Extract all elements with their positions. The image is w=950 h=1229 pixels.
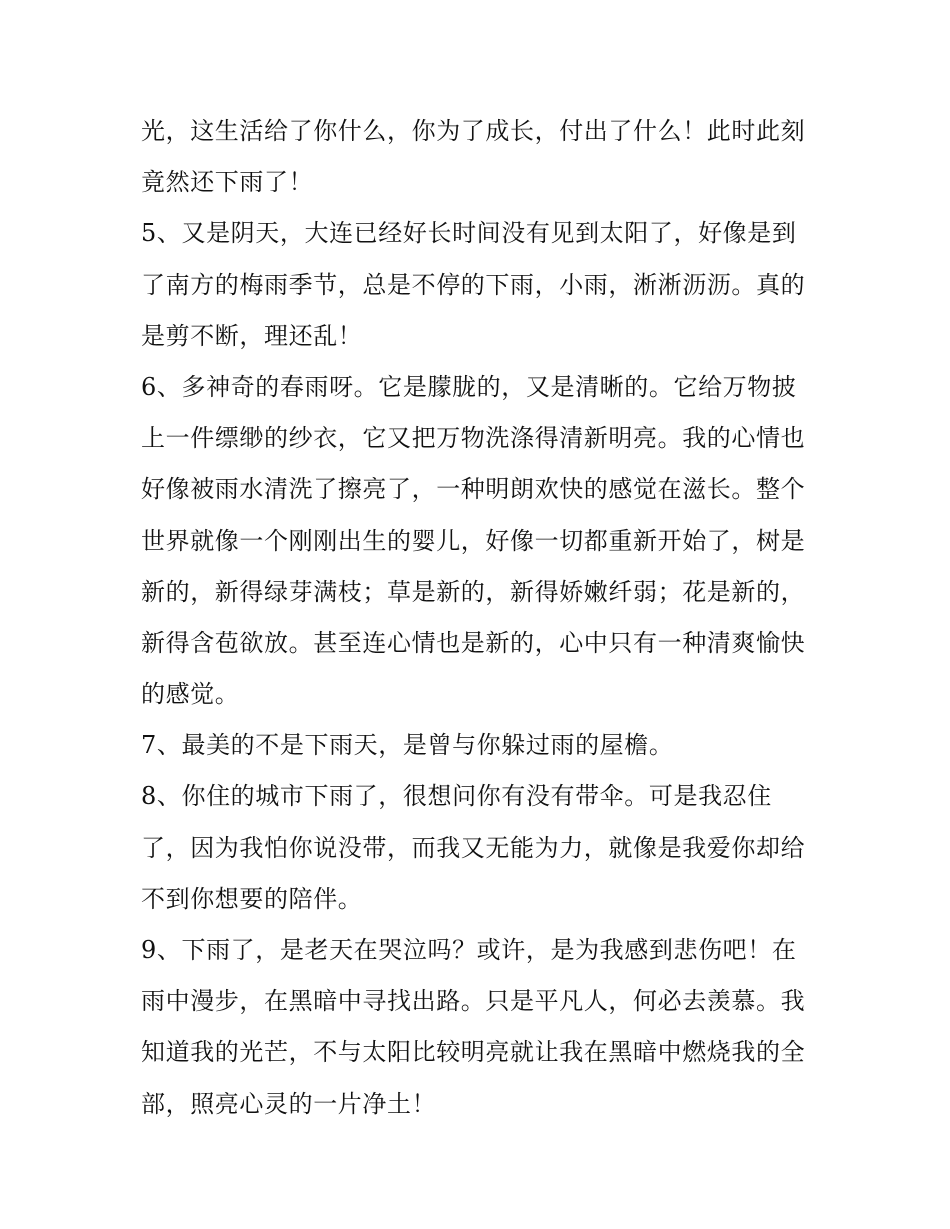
text-line: 了南方的梅雨季节，总是不停的下雨，小雨，淅淅沥沥。真的 — [141, 270, 806, 299]
text-line: 7、最美的不是下雨天，是曾与你躲过雨的屋檐。 — [141, 731, 674, 760]
text-line: 上一件缥缈的纱衣，它又把万物洗涤得清新明亮。我的心情也 — [141, 424, 806, 453]
text-line: 部，照亮心灵的一片净土！ — [141, 1089, 437, 1118]
document-body — [141, 106, 841, 1130]
text-line: 8、你住的城市下雨了，很想问你有没有带伞。可是我忍住 — [141, 782, 772, 811]
text-line: 世界就像一个刚刚出生的婴儿，好像一切都重新开始了，树是 — [141, 526, 806, 555]
text-line: 好像被雨水清洗了擦亮了，一种明朗欢快的感觉在滋长。整个 — [141, 475, 806, 504]
text-line: 不到你想要的陪伴。 — [141, 884, 363, 913]
text-line: 新得含苞欲放。甚至连心情也是新的，心中只有一种清爽愉快 — [141, 628, 806, 657]
text-line: 竟然还下雨了！ — [141, 168, 314, 197]
text-line: 的感觉。 — [141, 680, 240, 709]
text-line: 6、多神奇的春雨呀。它是朦胧的，又是清晰的。它给万物披 — [141, 372, 797, 401]
text-line: 是剪不断，理还乱！ — [141, 321, 363, 350]
text-line: 雨中漫步，在黑暗中寻找出路。只是平凡人，何必去羡慕。我 — [141, 987, 806, 1016]
text-line: 光，这生活给了你什么，你为了成长，付出了什么！此时此刻 — [141, 117, 806, 145]
text-line: 新的，新得绿芽满枝；草是新的，新得娇嫩纤弱；花是新的， — [141, 577, 806, 606]
text-line: 了，因为我怕你说没带，而我又无能为力，就像是我爱你却给 — [141, 833, 806, 862]
text-line: 知道我的光芒，不与太阳比较明亮就让我在黑暗中燃烧我的全 — [141, 1038, 806, 1067]
text-line: 5、又是阴天，大连已经好长时间没有见到太阳了，好像是到 — [141, 219, 797, 248]
text-line: 9、下雨了，是老天在哭泣吗？或许，是为我感到悲伤吧！在 — [141, 936, 797, 964]
